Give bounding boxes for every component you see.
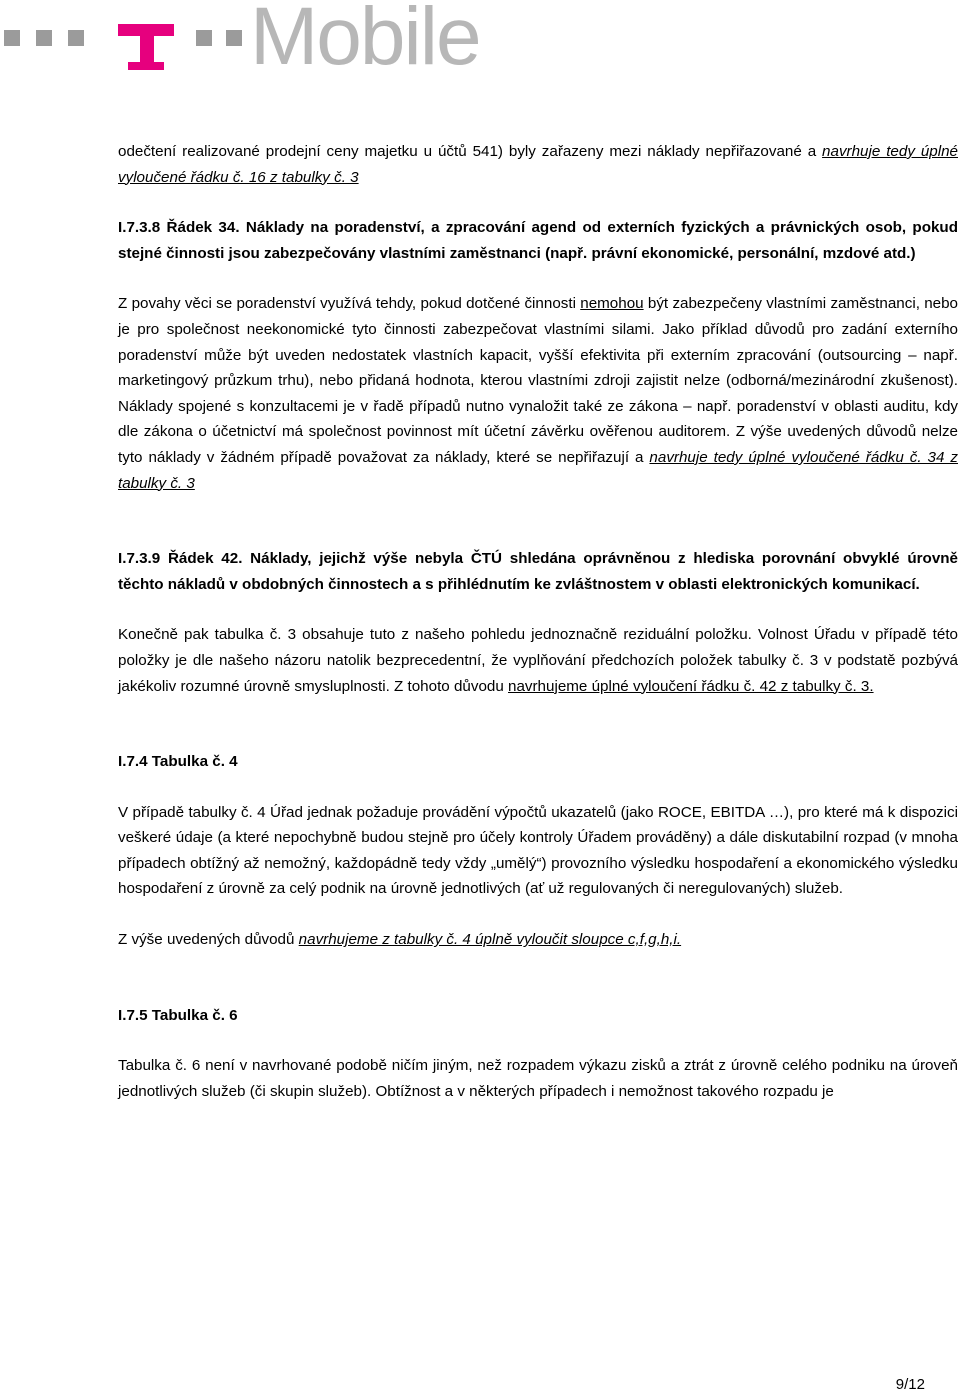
paragraph-table-6: Tabulka č. 6 není v navrhované podobě ničím jiným, než rozpadem výkazu zisků a ztrát z úrovně celého podniku na úroveň jednotlivých služeb (či skupin služeb). Obtížnost a v některých případech i nemožnost takového rozpadu je [118,1057,958,1100]
section-heading-row-42: I.7.3.9 Řádek 42. Náklady, jejichž výše nebyla ČTÚ shledána oprávněnou z hlediska porovnání obvyklé úrovně těchto nákladů v obdobných činnostech a s přihlédnutím ke zvláštnostem v oblasti elektronických komunikací. [118,550,958,593]
section-heading-table-6: I.7.5 Tabulka č. 6 [118,1006,238,1024]
paragraph-row-16 [118,139,958,190]
logo-dot [36,30,52,46]
proposal-link: navrhuje tedy úplné vyloučené řádku č. 34 z tabulky č. 3 [118,448,958,492]
text: být zabezpečeny vlastními zaměstnanci, nebo je pro společnost neekonomické tyto činnosti zabezpečovat vlastními silami. Jako příklad důvodů pro zadání externího poradenství může být uveden nedostatek vlastních kapacit, vyšší efektivita při externím zpracování (outsourcing – např. marketingový průzkum trhu), nebo přidaná hodnota, kterou vlastními zdroji zajistit nelze (odborná/mezinárodní zkušenost). Náklady spojené s konzultacemi je v řadě případů nutno vynaložit také ze zákona – např. poradenství v oblasti auditu, kdy dle zákona o účetnictví má společnost povinnost mít účetní závěrku ověřenou auditorem. Z výše uvedených důvodů nelze tyto náklady v žádném případě považovat za náklady, které se nepřiřazují a [118,295,959,466]
logo-wordmark: Mobile [250,0,480,82]
logo-dot [68,30,84,46]
paragraph-row-34 [118,291,958,496]
text: odečtení realizované prodejní ceny majetku u účtů 541) byly zařazeny mezi náklady nepřiřazované a [118,143,823,160]
page-number: 9/12 [895,1376,925,1393]
underlined-word: nemohou [580,295,644,313]
paragraph-table-4: V případě tabulky č. 4 Úřad jednak požaduje provádění výpočtů ukazatelů (jako ROCE, EBITDA …), pro které má k dispozici veškeré údaje (a které nepochybně budou stejně pro účely kontroly Úřadem prováděny) a dále diskutabilní rozpad (v mnoha případech obtížný až nemožný, každopádně tedy vždy „umělý“) provozního výsledku hospodaření a ekonomického výsledku hospodaření z úrovně za celý podnik na úrovně jednotlivých (ať už regulovaných či neregulovaných) služeb. [118,803,958,898]
logo-t-foot [128,62,164,70]
proposal-link: navrhujeme z tabulky č. 4 úplně vyloučit sloupce c,f,g,h,i. [298,931,682,949]
text: Z výše uvedených důvodů [118,931,299,949]
t-mobile-logo [0,0,960,82]
logo-dot [226,30,242,46]
logo-dot [196,30,212,46]
section-heading-row-34: I.7.3.8 Řádek 34. Náklady na poradenství, a zpracování agend od externích fyzických a právnických osob, pokud stejné činnosti jsou zabezpečovány vlastními zaměstnanci (např. právní ekonomické, personální, mzdové atd.) [118,219,958,262]
paragraph-row-42 [118,622,958,699]
proposal-link: navrhujeme úplné vyloučení řádku č. 42 z tabulky č. 3. [508,677,874,695]
text: Konečně pak tabulka č. 3 obsahuje tuto z našeho pohledu jednoznačně reziduální položku. Volnost Úřadu v případě této položky je dle našeho názoru natolik bezprecedentní, že vyplňování předchozích položek tabulky č. 3 v podstatě pozbývá jakékoliv rozumné úrovně smysluplnosti. Z tohoto důvodu [118,626,958,695]
text: Z povahy věci se poradenství využívá tehdy, pokud dotčené činnosti [118,295,581,313]
document-body [118,139,958,1104]
section-heading-table-4: I.7.4 Tabulka č. 4 [118,753,238,771]
paragraph-table-4-proposal [118,927,958,953]
proposal-link: navrhuje tedy úplné vyloučené řádku č. 16 z tabulky č. 3 [118,143,958,186]
logo-dot [4,30,20,46]
